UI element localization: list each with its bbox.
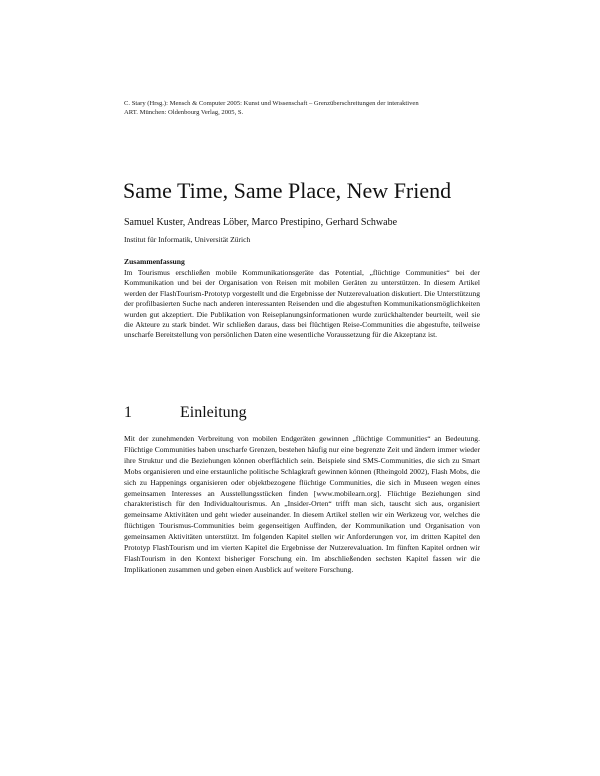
paper-affiliation: Institut für Informatik, Universität Zürich (124, 235, 251, 244)
section-heading-1 (124, 403, 504, 423)
section-1-body: Mit der zunehmenden Verbreitung von mobilen Endgeräten gewinnen „flüchtige Communities“ an Bedeutung. Flüchtige Communities haben unscharfe Grenzen, bestehen häufig nur eine begrenzte Zeit und ändern immer wieder ihre Struktur und die Beziehungen können oberflächlich sein. Beispiele sind SMS-Communities, die sich zu Smart Mobs organisieren und eine erstaunliche politische Schlagkraft gewinnen können (Rheingold 2002), Flash Mobs, die sich zu Happenings organisieren oder objektbezogene flüchtige Communities, die sich in Museen wegen eines gemeinsamen Interesses an Ausstellungsstücken finden [www.mobilearn.org]. Flüchtige Beziehungen sind charakteristisch für den Individualtourismus. An „Insider-Orten“ trifft man sich, tauscht sich aus, organisiert gemeinsame Aktivitäten und geht wieder auseinander. In diesem Artikel stellen wir ein Werkzeug vor, welches die flüchtigen Tourismus-Communities beim gegenseitigen Auffinden, der Kommunikation und Organisation von gemeinsamen Aktivitäten unterstützt. Im folgenden Kapitel stellen wir Anforderungen vor, im dritten Kapitel den Prototyp FlashTourism und im vierten Kapitel die Ergebnisse der Nutzerevaluation. Im fünften Kapitel ordnen wir FlashTourism in den Kontext bisheriger Forschung ein. Im abschließenden sechsten Kapitel fassen wir die Implikationen zusammen und geben einen Ausblick auf weitere Forschung. (124, 434, 480, 574)
header-line-1: C. Stary (Hrsg.): Mensch & Computer 2005: Kunst und Wissenschaft – Grenzüberschreitungen der interaktiven (124, 100, 419, 107)
abstract-text: Im Tourismus erschließen mobile Kommunikationsgeräte das Potential, „flüchtige Communities“ bei der Kommunikation und bei der Organisation von Reisen mit mobilen Geräten zu unterstützen. In diesem Artikel werden der FlashTourism-Prototyp vorgestellt und die Ergebnisse der Nutzerevaluation diskutiert. Die Unterstützung der profilbasierten Suche nach anderen interessanten Reisenden und die abgestuften Kommunikationsmöglichkeiten wurden gut akzeptiert. Die Publikation von Reiseplanungsinformationen wurde zurückhaltender beurteilt, weil sie die Akteure zu stark bindet. Wir schließen daraus, dass bei flüchtigen Reise-Communities die abgestufte, teilweise unscharfe Bereitstellung von persönlichen Daten eine wesentliche Voraussetzung für die Akzeptanz ist. (124, 268, 480, 340)
paper-authors: Samuel Kuster, Andreas Löber, Marco Prestipino, Gerhard Schwabe (124, 217, 398, 228)
publication-header (124, 99, 484, 117)
section-title: Einleitung (180, 404, 247, 421)
abstract-heading: Zusammenfassung (124, 257, 185, 266)
paper-title: Same Time, Same Place, New Friend (123, 178, 452, 203)
header-line-2: ART. München: Oldenbourg Verlag, 2005, S. (124, 109, 244, 116)
section-number: 1 (124, 404, 132, 421)
